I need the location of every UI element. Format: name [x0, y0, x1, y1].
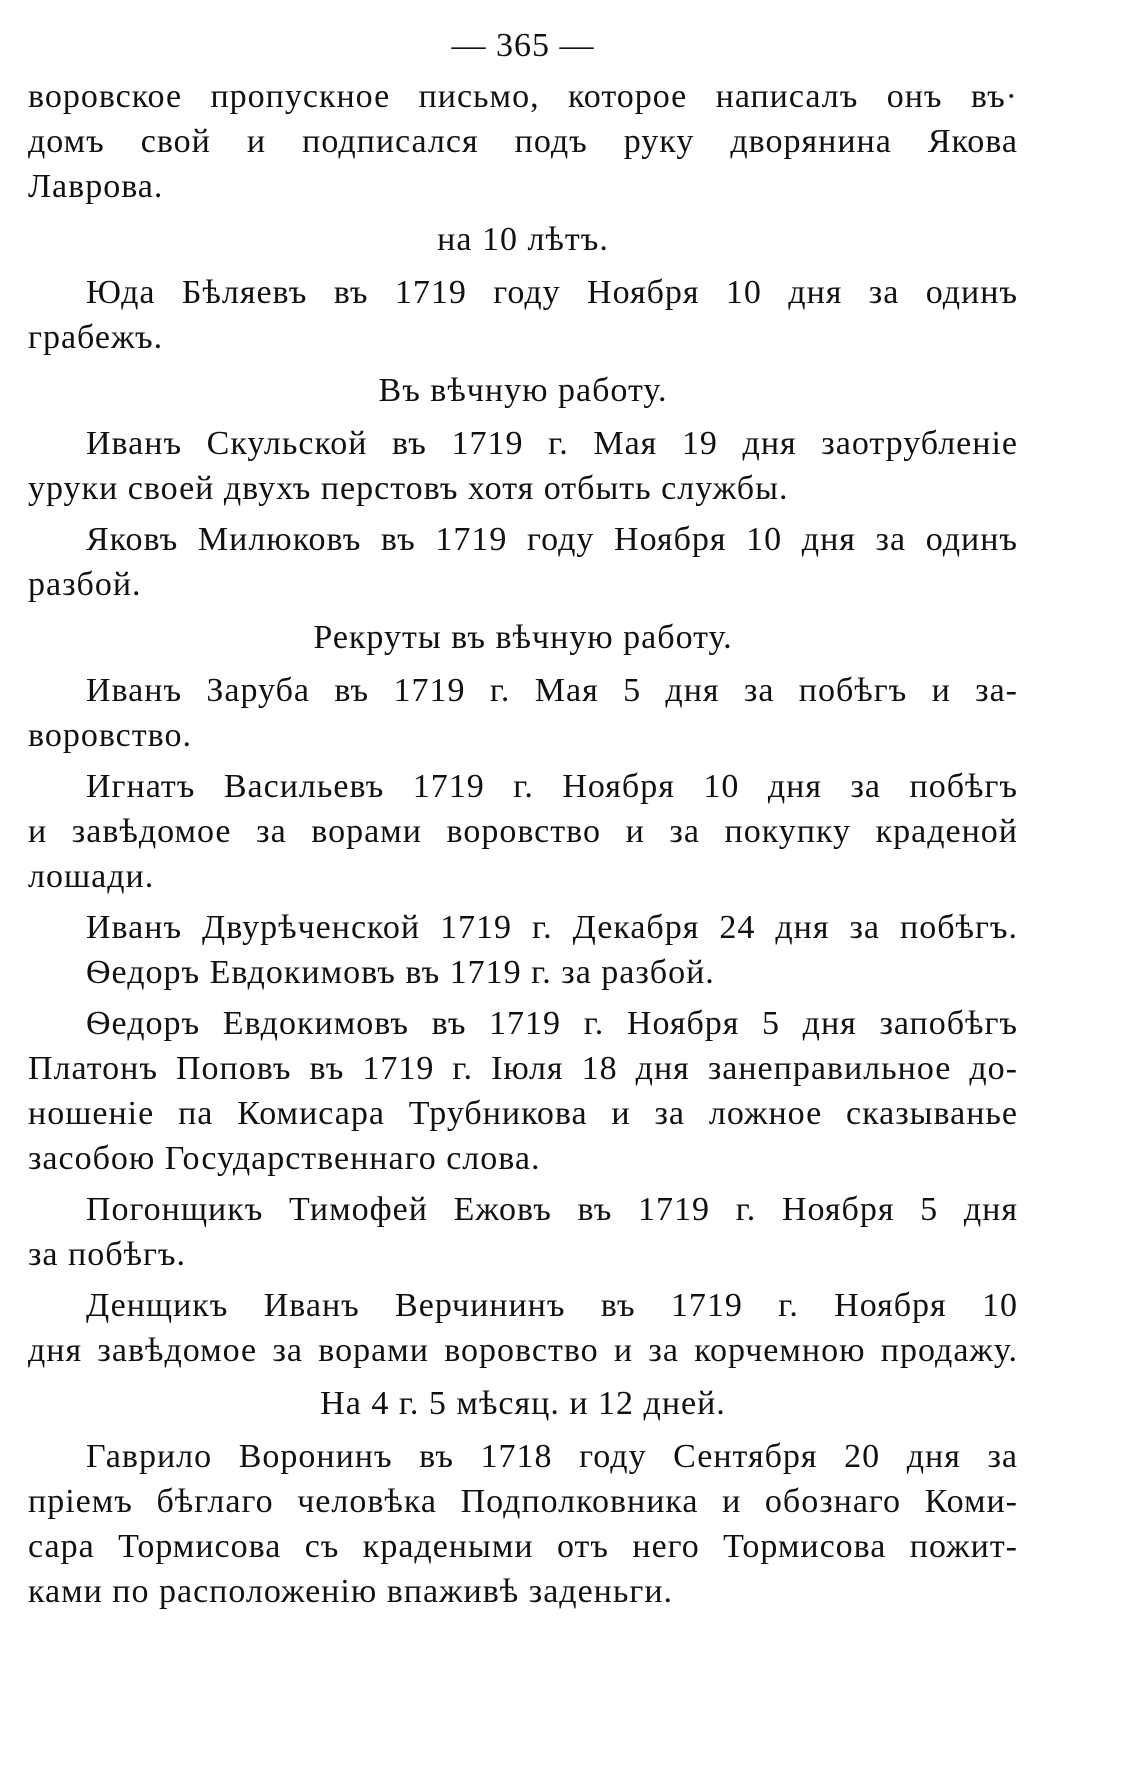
text-line: Денщикъ Иванъ Верчининъ въ 1719 г. Ноября 10	[86, 1287, 1018, 1324]
section-heading: на 10 лѣтъ.	[437, 221, 609, 258]
text-line: Лаврова.	[28, 168, 164, 205]
text-line: домъ свой и подписался подъ руку дворянина Якова	[28, 123, 1018, 160]
text-line: сара Тормисова съ крадеными отъ него Тормисова пожит-	[28, 1528, 1018, 1565]
text-line: воровское пропускное письмо, которое написалъ онъ въ·	[28, 78, 1018, 115]
text-line: Погонщикъ Тимофей Ежовъ въ 1719 г. Ноября 5 дня	[86, 1191, 1018, 1228]
text-line: разбой.	[28, 566, 142, 603]
text-line: дня завѣдомое за ворами воровство и за корчемною продажу.	[28, 1332, 1018, 1369]
text-line: Игнатъ Васильевъ 1719 г. Ноября 10 дня за побѣгъ	[86, 768, 1018, 805]
text-line: ношеніе па Комисара Трубникова и за ложное сказыванье	[28, 1095, 1018, 1132]
section-heading: Рекруты въ вѣчную работу.	[313, 619, 733, 656]
text-line: Иванъ Заруба въ 1719 г. Мая 5 дня за побѣгъ и за-	[86, 672, 1018, 709]
text-line: Юда Бѣляевъ въ 1719 году Ноября 10 дня за одинъ	[86, 274, 1018, 311]
text-line: ками по расположенію впаживѣ заденьги.	[28, 1573, 674, 1610]
text-line: воровство.	[28, 717, 192, 754]
document-page	[28, 18, 1018, 1614]
text-line: грабежъ.	[28, 319, 164, 356]
section-heading: На 4 г. 5 мѣсяц. и 12 дней.	[320, 1385, 726, 1422]
text-line: и завѣдомое за ворами воровство и за покупку краденой	[28, 813, 1018, 850]
text-line: Иванъ Двурѣченской 1719 г. Декабря 24 дня за побѣгъ.	[86, 909, 1018, 946]
text-line: Платонъ Поповъ въ 1719 г. Іюля 18 дня занеправильное до-	[28, 1050, 1018, 1087]
text-line: уруки своей двухъ перстовъ хотя отбыть службы.	[28, 470, 789, 507]
text-line: пріемъ бѣглаго человѣка Подполковника и обознаго Коми-	[28, 1483, 1018, 1520]
text-line: Гаврило Воронинъ въ 1718 году Сентября 20 дня за	[86, 1438, 1018, 1475]
text-line: Ѳедоръ Евдокимовъ въ 1719 г. Ноября 5 дня запобѣгъ	[86, 1005, 1018, 1042]
text-line: Иванъ Скульской въ 1719 г. Мая 19 дня заотрубленіе	[86, 425, 1018, 462]
text-line: Ѳедоръ Евдокимовъ въ 1719 г. за разбой.	[86, 954, 715, 991]
document-body	[28, 74, 1018, 1614]
section-heading: Въ вѣчную работу.	[378, 372, 668, 409]
text-line: за побѣгъ.	[28, 1236, 187, 1273]
page-number: — 365 —	[451, 27, 595, 64]
text-line: засобою Государственнаго слова.	[28, 1140, 541, 1177]
text-line: Яковъ Милюковъ въ 1719 году Ноября 10 дня за одинъ	[86, 521, 1018, 558]
text-line: лошади.	[28, 858, 155, 895]
